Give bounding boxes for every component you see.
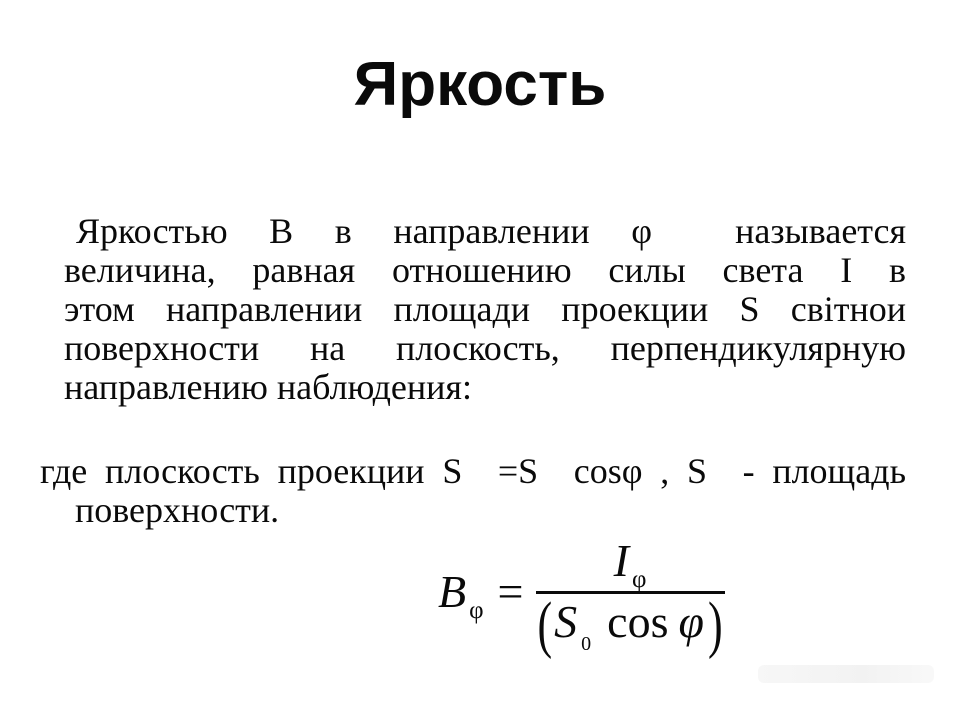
text-line: этом направлении площади проекции S свiтнои — [64, 289, 906, 329]
definition-paragraph — [64, 212, 906, 407]
note-paragraph — [40, 452, 906, 530]
scan-smudge — [758, 665, 934, 683]
text-line: поверхности на плоскость, перпендикулярную — [64, 328, 906, 368]
text-line: Яркостью В в направлении φ называется — [76, 211, 906, 251]
formula-lhs — [438, 565, 484, 624]
variable-B: B — [438, 565, 467, 617]
close-paren: ) — [707, 588, 723, 660]
text-line: где плоскость проекции S =S cosφ , S - площадь — [40, 451, 906, 491]
text-line: величина, равная отношению силы света I в — [64, 250, 906, 290]
variable-phi: φ — [678, 596, 704, 647]
fraction — [536, 535, 725, 660]
fraction-denominator — [536, 588, 725, 660]
text-line: направлению наблюдения: — [64, 367, 472, 407]
subscript-zero: 0 — [581, 633, 592, 655]
subscript-phi: φ — [469, 596, 484, 624]
brightness-formula — [438, 535, 725, 660]
fraction-numerator — [536, 535, 725, 593]
open-paren: ( — [537, 588, 553, 660]
cosine-function: cos — [607, 596, 669, 647]
variable-I: I — [613, 535, 629, 586]
variable-S: S — [554, 596, 578, 647]
subscript-phi: φ — [631, 566, 647, 593]
text-line: поверхности. — [75, 490, 280, 530]
equals-sign: = — [497, 565, 524, 617]
slide-title: Яркость — [353, 50, 607, 119]
